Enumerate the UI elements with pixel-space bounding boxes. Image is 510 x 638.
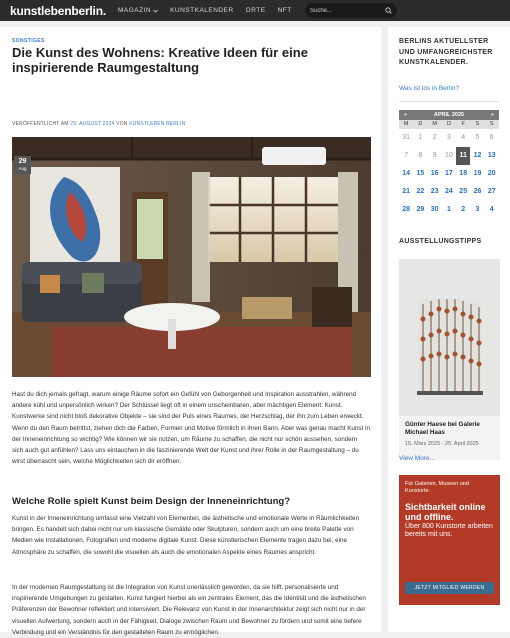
sculpture-image	[399, 259, 500, 416]
promo-audience: Für Galerien, Museen und Kunstorte.	[405, 481, 469, 494]
hero-image	[12, 137, 371, 377]
calendar-day[interactable]: 24	[445, 188, 453, 195]
calendar-day[interactable]: 17	[445, 170, 453, 177]
exhibition-image[interactable]	[399, 259, 500, 416]
exhibition-date: 15. März 2025 - 25. April 2025	[405, 441, 479, 448]
nav-magazin[interactable]	[118, 7, 158, 14]
weekday-label: D	[418, 121, 423, 127]
calendar-widget-title: BERLINS AKTUELLSTER UND UMFANGREICHSTER KUNSTKALENDER.	[399, 38, 493, 66]
exhibition-tips-title: AUSSTELLUNGSTIPPS	[399, 238, 482, 245]
weekday-label: S	[489, 121, 494, 127]
article-section-heading: Welche Rolle spielt Kunst beim Design der Inneneinrichtung?	[12, 496, 291, 507]
chevron-down-icon	[153, 9, 158, 13]
nav-magazin-label: MAGAZIN	[117, 7, 152, 14]
date-badge-month: Aug	[18, 166, 27, 171]
calendar-day: 8	[418, 152, 423, 159]
article-paragraph: In der modernen Raumgestaltung ist die Integration von Kunst unerlässlich geworden, da sie hilft, personalisierte und inspirierende Umgebungen zu gestalten. Kunst fungiert hierbei als ein zentrales Element, das die Identität und die ästhetischen Präferenzen der Bewohner reflektiert und intensiviert. Die Relevanz von Kunst in der Innenarchitektur zeigt sich nicht nur in der visuellen Aufwertung, sondern auch in der Fähigkeit, Dialoge zwischen Raum und Bewohner zu fördern und somit eine tiefere Verbindung und ein Verständnis für den gestalteten Raum zu ermöglichen.	[12, 584, 366, 636]
calendar-day[interactable]: 15	[416, 170, 425, 177]
calendar-day[interactable]: 1	[446, 206, 451, 213]
calendar-day[interactable]: 30	[430, 206, 439, 213]
calendar-day[interactable]: 28	[402, 206, 411, 213]
calendar-week	[399, 147, 499, 165]
calendar-week	[399, 129, 499, 147]
calendar-prev-button[interactable]: «	[404, 112, 408, 118]
calendar-day: 4	[461, 134, 466, 141]
calendar-day[interactable]: 13	[487, 152, 496, 159]
calendar-day[interactable]: 29	[416, 206, 425, 213]
nav-kunstkalender[interactable]: KUNSTKALENDER	[170, 7, 234, 14]
calendar-day: 7	[404, 152, 409, 159]
membership-promo	[399, 475, 500, 605]
calendar-day: 31	[402, 134, 411, 141]
calendar-day[interactable]: 20	[487, 170, 496, 177]
calendar-day: 9	[432, 152, 437, 159]
sidebar	[388, 27, 510, 632]
calendar-month-label: APRIL 2025	[433, 112, 465, 118]
promo-headline: Sichtbarkeit online und offline.	[405, 502, 486, 522]
event-calendar	[399, 110, 499, 219]
calendar-day: 2	[432, 134, 437, 141]
calendar-day[interactable]: 16	[430, 170, 439, 177]
date-badge	[14, 156, 31, 174]
weekday-label: M	[403, 121, 409, 127]
calendar-day-today[interactable]: 11	[456, 147, 470, 165]
top-navigation-bar	[0, 0, 510, 21]
article-container	[0, 27, 381, 636]
calendar-day[interactable]: 25	[459, 188, 468, 195]
calendar-day[interactable]: 22	[416, 188, 425, 195]
article-byline	[12, 121, 185, 127]
calendar-link[interactable]: Was ist los in Berlin?	[399, 85, 460, 92]
exhibition-title[interactable]: Günter Haese bei Galerie Michael Haas	[405, 421, 480, 437]
promo-subline: Über 800 Kunstorte arbeiten bereits mit uns.	[405, 523, 493, 538]
calendar-day[interactable]: 27	[487, 188, 496, 195]
article-date-link[interactable]: 29. AUGUST 2024	[70, 121, 115, 127]
calendar-header	[399, 110, 499, 120]
calendar-next-button[interactable]: »	[490, 112, 494, 118]
weekday-label: M	[432, 121, 437, 127]
calendar-week	[399, 201, 499, 219]
become-member-button[interactable]: JETZT MITGLIED WERDEN	[405, 582, 494, 594]
calendar-day[interactable]: 18	[459, 170, 468, 177]
site-logo[interactable]: kunstlebenberlin.	[10, 3, 106, 18]
article-paragraph: Kunst in der Inneneinrichtung umfasst eine Vielzahl von Elementen, die ästhetische und emotionale Werte in Räumlichkeiten bringen. Es handelt sich dabei nicht nur um klassische Gemälde oder Skulpturen, sondern auch um eine breite Palette von Medien wie Installationen, Fotografien und moderne digitale Kunst. Diese künstlerischen Elemente tragen dazu bei, eine Atmosphäre zu schaffen, die sowohl die visuellen als auch die emotionalen Aspekte eines Raumes anspricht.	[12, 515, 359, 556]
main-nav	[118, 7, 292, 14]
calendar-day: 6	[489, 134, 494, 141]
weekday-label: S	[475, 121, 480, 127]
article-author-link[interactable]: KUNSTLEBEN BERLIN	[129, 121, 186, 127]
calendar-day[interactable]: 23	[430, 188, 439, 195]
view-more-link[interactable]: View More...	[399, 455, 436, 462]
article-title: Die Kunst des Wohnens: Kreative Ideen für eine inspirierende Raumgestaltung	[12, 45, 308, 75]
weekday-label: F	[461, 121, 465, 127]
calendar-day[interactable]: 3	[475, 206, 480, 213]
article-category[interactable]: SONSTIGES	[12, 38, 45, 44]
calendar-day[interactable]: 2	[461, 206, 466, 213]
divider	[399, 101, 499, 102]
search-input[interactable]	[310, 8, 382, 14]
nav-orte[interactable]: ORTE	[245, 7, 266, 14]
calendar-day[interactable]: 4	[489, 206, 494, 213]
calendar-day[interactable]: 26	[473, 188, 482, 195]
nav-nft[interactable]: NFT	[277, 7, 292, 14]
weekday-label: D	[446, 121, 451, 127]
calendar-day: 5	[475, 134, 480, 141]
calendar-week	[399, 165, 499, 183]
calendar-day: 3	[446, 134, 451, 141]
search-box	[305, 3, 397, 18]
calendar-day[interactable]: 19	[473, 170, 482, 177]
calendar-day[interactable]: 12	[473, 152, 482, 159]
calendar-day: 1	[418, 134, 423, 141]
calendar-day[interactable]: 21	[402, 188, 411, 195]
exhibition-info	[399, 416, 500, 460]
calendar-day[interactable]: 14	[402, 170, 411, 177]
byline-by: VON	[116, 121, 128, 127]
search-icon[interactable]	[385, 7, 392, 14]
calendar-weekdays	[399, 120, 499, 129]
calendar-day: 10	[445, 152, 453, 159]
byline-prefix: VERÖFFENTLICHT AM	[12, 121, 69, 127]
article-intro-paragraph: Hast du dich jemals gefragt, warum einige Räume sofort ein Gefühl von Geborgenheit und Inspiration ausstrahlen, während andere kühl und unpersönlich wirken? Der Schlüssel liegt oft in einem unscheinbaren, aber mächtigen Element: Kunst. Kunstwerke sind nicht bloß dekorative Objekte – sie sind der Puls eines Raumes, der Herzschlag, der ihn zum Leben erweckt. Wenn du den Raum betrittst, ziehen dich die Farben, Formen und Motive förmlich in ihren Bann. Aber was genau macht Kunst in der Inneneinrichtung so wichtig? Wie können wir sie nutzen, um Räume zu schaffen, die nicht nur schön aussehen, sondern sich auch gut anfühlen? Lass uns eintauchen in die faszinierende Welt der Kunst und ihrer Rolle in der Raumgestaltung – du wirst überrascht sein, welche Möglichkeiten sich dir eröffnen.	[12, 391, 370, 466]
calendar-week	[399, 183, 499, 201]
hero-image-illustration	[12, 137, 371, 377]
date-badge-day: 29	[18, 158, 27, 165]
